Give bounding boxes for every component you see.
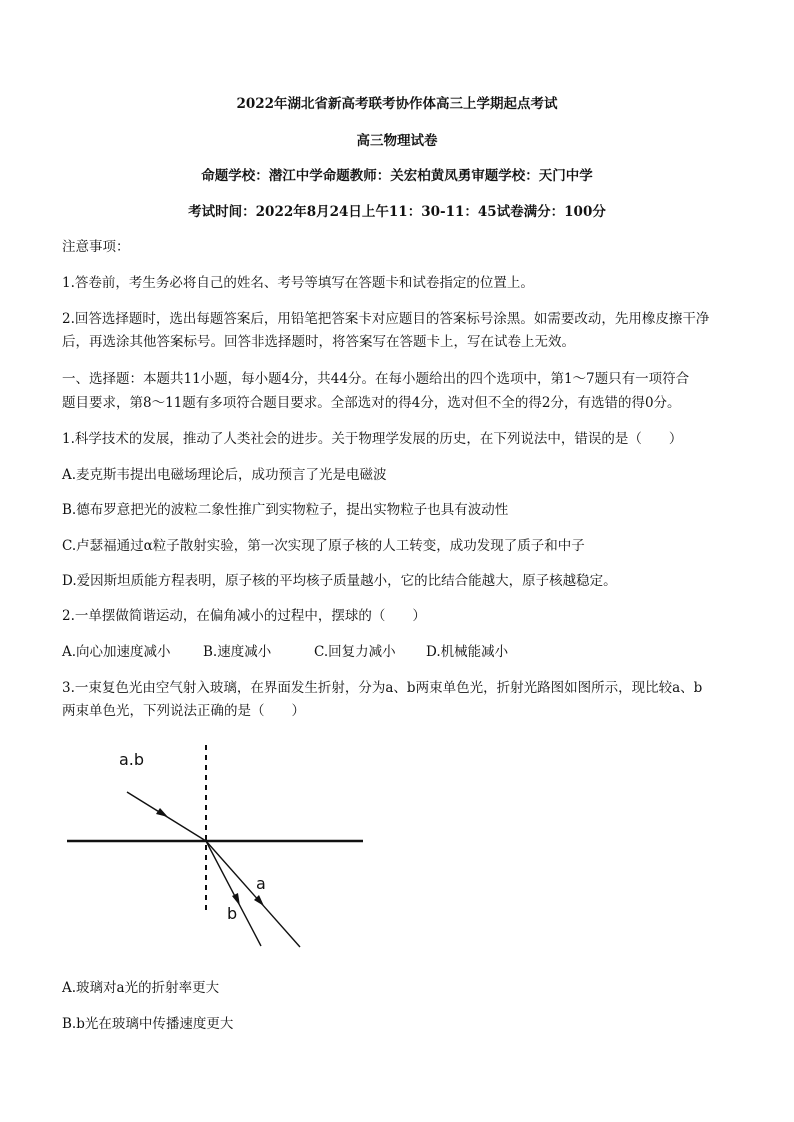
incident-arrow-icon	[156, 808, 168, 817]
q1-option-d: D.爱因斯坦质能方程表明，原子核的平均核子质量越小，它的比结合能越大，原子核越稳定。	[62, 573, 617, 589]
refraction-diagram	[60, 740, 370, 955]
exam-title: 2022年湖北省新高考联考协作体高三上学期起点考试	[236, 96, 558, 112]
q1-option-c: C.卢瑟福通过α粒子散射实验，第一次实现了原子核的人工转变，成功发现了质子和中子	[62, 538, 585, 554]
q2-option-b: B.速度减小	[203, 644, 272, 660]
q3-option-a: A.玻璃对a光的折射率更大	[62, 980, 220, 996]
q1-option-b: B.德布罗意把光的波粒二象性推广到实物粒子，提出实物粒子也具有波动性	[62, 502, 509, 518]
incident-label: a.b	[119, 750, 145, 769]
notes-item-1: 1.答卷前，考生务必将自己的姓名、考号等填写在答题卡和试卷指定的位置上。	[62, 275, 534, 291]
notes-item-2-line-1: 2.回答选择题时，选出每题答案后，用铅笔把答案卡对应题目的答案标号涂黑。如需要改动，先用橡皮擦干净	[62, 311, 710, 327]
q2-option-c: C.回复力减小	[314, 644, 396, 660]
notes-item-2-line-2: 后，再选涂其他答案标号。回答非选择题时，将答案写在答题卡上，写在试卷上无效。	[62, 334, 575, 350]
section-1-line-2: 题目要求，第8～11题有多项符合题目要求。全部选对的得4分，选对但不全的得2分，有选错的得0分。	[62, 395, 681, 411]
notes-heading: 注意事项：	[62, 239, 130, 255]
q2-option-a: A.向心加速度减小	[62, 644, 171, 660]
q3-stem-line-1: 3.一束复色光由空气射入玻璃，在界面发生折射，分为a、b两束单色光，折射光路图如图所示，现比较a、b	[62, 680, 703, 696]
q1-option-a: A.麦克斯韦提出电磁场理论后，成功预言了光是电磁波	[62, 467, 387, 483]
section-1-line-1: 一、选择题：本题共11小题，每小题4分，共44分。在每小题给出的四个选项中，第1～7题只有一项符合	[62, 371, 690, 387]
ray-a-label: a	[256, 874, 266, 893]
q2-options	[62, 640, 508, 660]
exam-info: 考试时间：2022年8月24日上午11：30-11：45试卷满分：100分	[188, 204, 606, 220]
ray-b-label: b	[227, 904, 238, 923]
q2-stem: 2.一单摆做简谐运动，在偏角减小的过程中，摆球的（ ）	[62, 608, 426, 624]
exam-subtitle: 高三物理试卷	[356, 133, 438, 149]
q3-stem-line-2: 两束单色光，下列说法正确的是（ ）	[62, 703, 305, 719]
exam-authors: 命题学校：潜江中学命题教师：关宏柏黄凤勇审题学校：天门中学	[201, 168, 593, 184]
q1-stem: 1.科学技术的发展，推动了人类社会的进步。关于物理学发展的历史，在下列说法中，错误的是（ ）	[62, 431, 683, 447]
q2-option-d: D.机械能减小	[426, 644, 509, 660]
q3-option-b: B.b光在玻璃中传播速度更大	[62, 1016, 234, 1032]
